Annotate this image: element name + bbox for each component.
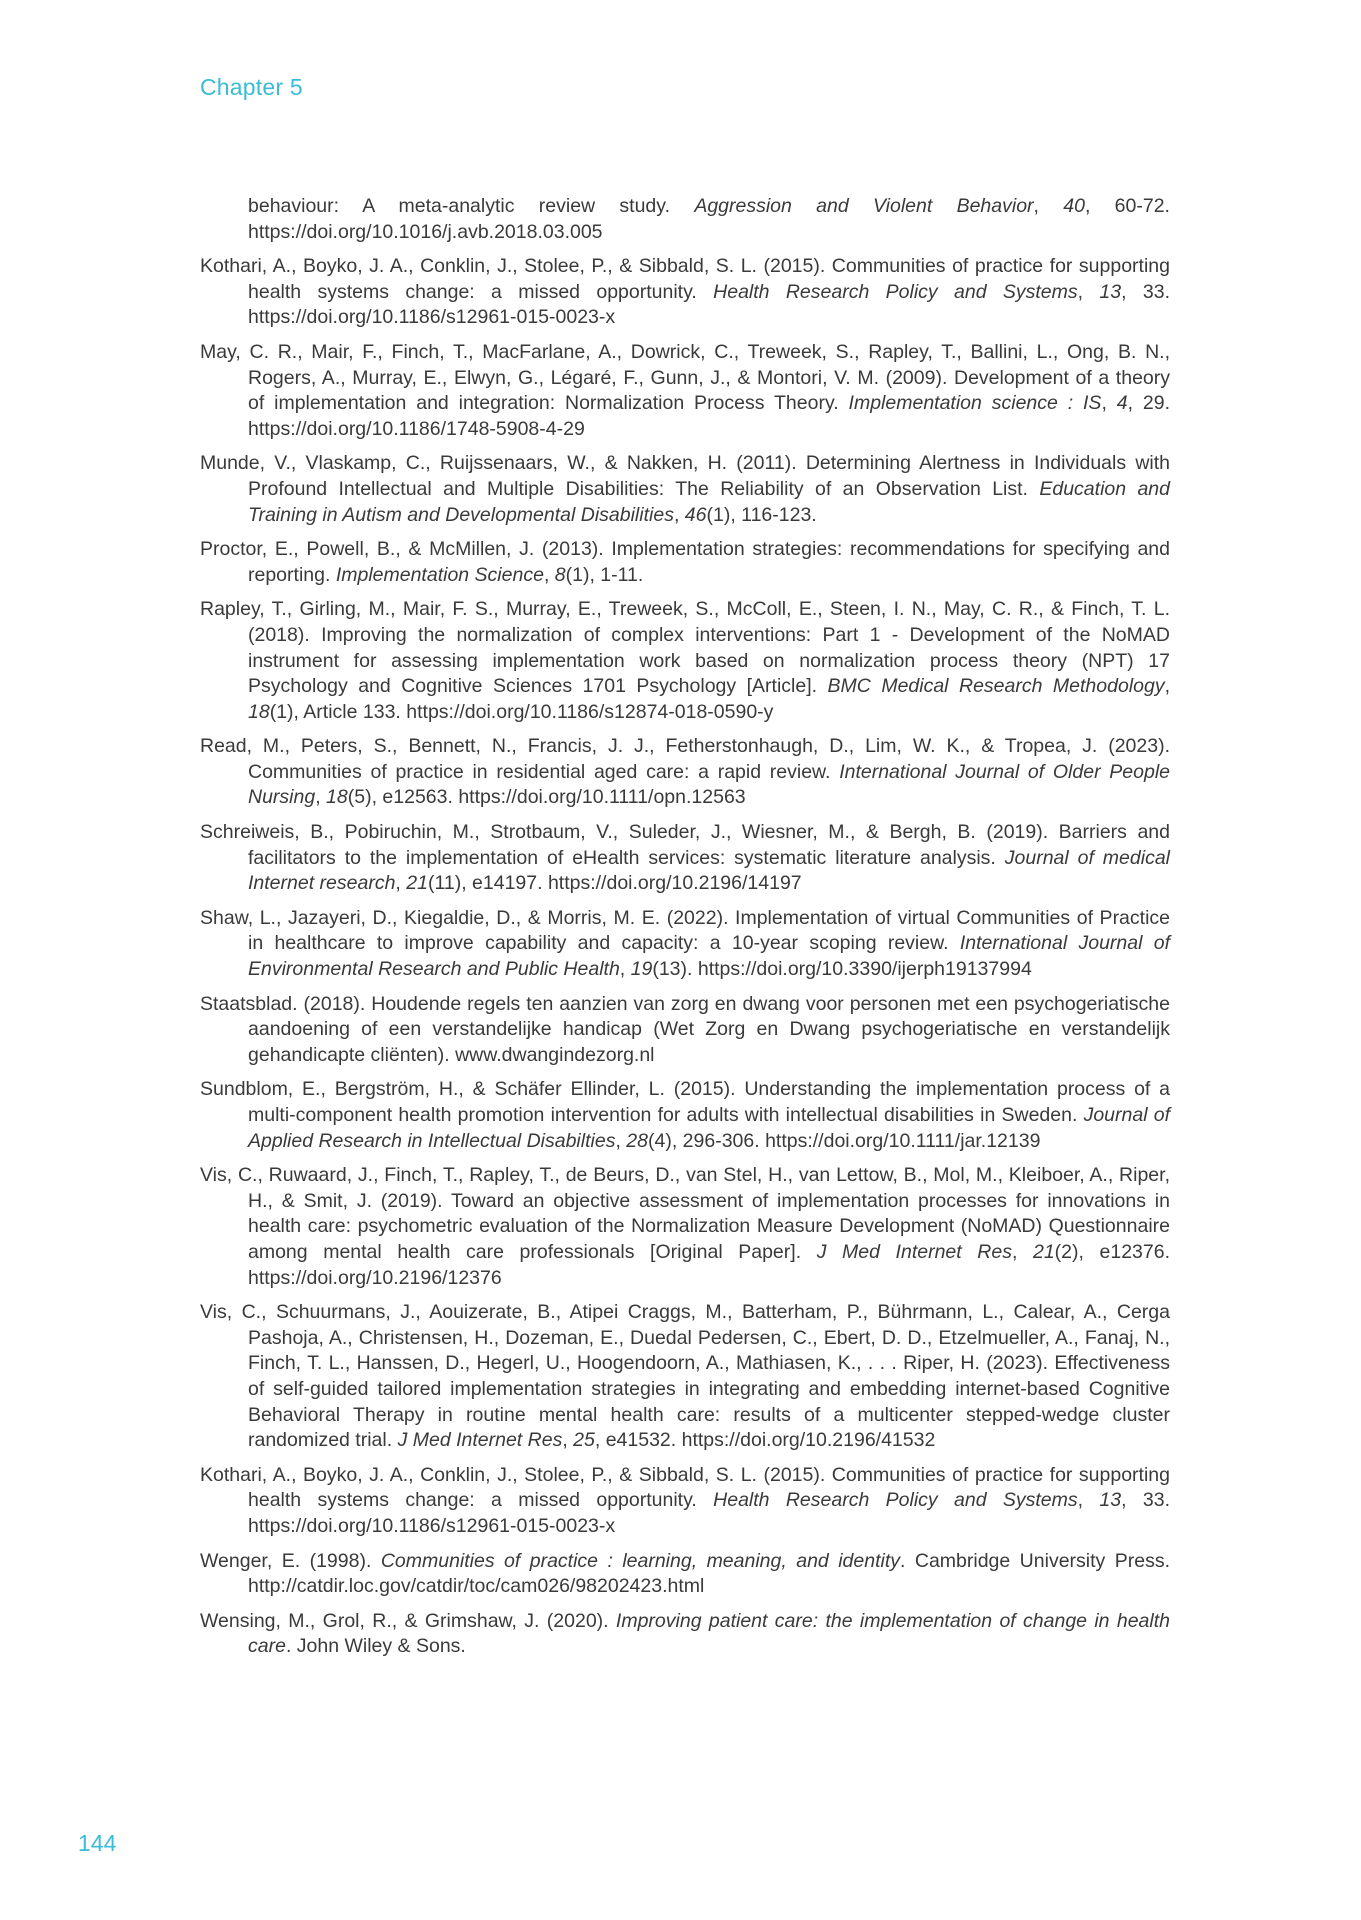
reference-text: , [395, 872, 407, 895]
reference-text: Kothari, A., Boyko, J. A., Conklin, J., Stolee, P., & Sibbald, S. L. (2015). Communities of practice for supporting health systems change: a missed opportunity. [200, 255, 1170, 303]
reference-text: Shaw, L., Jazayeri, D., Kiegaldie, D., & Morris, M. E. (2022). Implementation of virtual Communities of Practice in healthcare to improve capability and capacity: a 10-year scoping review. [200, 906, 1170, 955]
reference-text: (13). https://doi.org/10.3390/ijerph19137994 [652, 958, 1032, 981]
reference-text: , [1101, 392, 1117, 415]
reference-text: Vis, C., Ruwaard, J., Finch, T., Rapley, T., de Beurs, D., van Stel, H., van Lettow, B., Mol, M., Kleiboer, A., Riper, H., & Smit, J. (2019). Toward an objective assessment of implementation processes for innovations in health care: psychometric evaluation of the Normalization Measure Development (NoMAD) Questionnaire among mental health care professionals [Original Paper]. [200, 1164, 1170, 1263]
reference-italic-text: Implementation Science [335, 563, 544, 586]
reference-italic-text: Aggression and Violent Behavior [694, 195, 1034, 217]
reference-italic-text: Health Research Policy and Systems [713, 1489, 1078, 1512]
reference-italic-text: 19 [630, 958, 653, 981]
reference-text: , [673, 503, 685, 526]
reference-entry [200, 1463, 1170, 1540]
reference-entry [200, 734, 1170, 811]
reference-text: behaviour: A meta-analytic review study. [248, 195, 695, 217]
reference-text: , 33. https://doi.org/10.1186/s12961-015-0023-x [248, 280, 1170, 329]
reference-text: , [619, 958, 631, 981]
reference-entry [200, 906, 1170, 983]
page-number: 144 [78, 1830, 117, 1856]
reference-entry [200, 1163, 1170, 1291]
reference-text: , 33. https://doi.org/10.1186/s12961-015-0023-x [248, 1489, 1170, 1537]
reference-text: (1), 116-123. [706, 503, 817, 526]
reference-text: (4), 296-306. https://doi.org/10.1111/jar.12139 [648, 1129, 1041, 1152]
reference-entry [200, 451, 1170, 528]
reference-text: , [562, 1429, 574, 1452]
reference-italic-text: 18 [326, 786, 348, 809]
reference-text: (1), Article 133. https://doi.org/10.1186/s12874-018-0590-y [269, 700, 774, 723]
chapter-header: Chapter 5 [200, 74, 303, 100]
reference-text: May, C. R., Mair, F., Finch, T., MacFarlane, A., Dowrick, C., Treweek, S., Rapley, T., Ballini, L., Ong, B. N., Rogers, A., Murray, E., Elwyn, G., Légaré, F., Gunn, J., & Montori, V. M. (2009). Development of a theory of implementation and integration: Normalization Process Theory. [200, 340, 1170, 415]
reference-italic-text: 18 [248, 700, 270, 723]
reference-list [200, 194, 1170, 1669]
reference-text: Munde, V., Vlaskamp, C., Ruijssenaars, W., & Nakken, H. (2011). Determining Alertness in Individuals with Profound Intellectual and Multiple Disabilities: The Reliability of an Observation List. [200, 452, 1170, 500]
reference-italic-text: Journal of Applied Research in Intellectual Disabilties [248, 1104, 1170, 1152]
reference-italic-text: J Med Internet Res [397, 1429, 563, 1452]
reference-entry [200, 254, 1170, 331]
reference-text: (2), e12376. https://doi.org/10.2196/12376 [248, 1240, 1170, 1289]
reference-italic-text: International Journal of Environmental Research and Public Health [248, 932, 1170, 981]
reference-entry [200, 992, 1170, 1069]
reference-text: , e41532. https://doi.org/10.2196/41532 [594, 1429, 936, 1452]
reference-text: Schreiweis, B., Pobiruchin, M., Strotbaum, V., Suleder, J., Wiesner, M., & Bergh, B. (2019). Barriers and facilitators to the implementation of eHealth services: systematic literature analysis. [200, 821, 1170, 869]
reference-text: , [543, 563, 555, 586]
reference-text: Proctor, E., Powell, B., & McMillen, J. (2013). Implementation strategies: recommendations for specifying and reporting. [200, 538, 1170, 586]
reference-italic-text: 25 [573, 1429, 595, 1452]
reference-text: Wenger, E. (1998). [200, 1549, 381, 1572]
reference-italic-text: International Journal of Older People Nursing [248, 760, 1171, 809]
reference-text: Kothari, A., Boyko, J. A., Conklin, J., Stolee, P., & Sibbald, S. L. (2015). Communities of practice for supporting health systems change: a missed opportunity. [200, 1463, 1170, 1512]
reference-text: , [315, 786, 327, 809]
reference-entry [200, 1077, 1170, 1154]
reference-italic-text: 46 [684, 503, 707, 526]
reference-italic-text: 40 [1063, 195, 1085, 217]
reference-italic-text: Communities of practice : learning, meaning, and identity [380, 1549, 900, 1572]
reference-text: , [1077, 280, 1100, 303]
reference-text: Read, M., Peters, S., Bennett, N., Francis, J. J., Fetherstonhaugh, D., Lim, W. K., & Tropea, J. (2023). Communities of practice in residential aged care: a rapid review. [200, 735, 1170, 783]
reference-italic-text: Education and Training in Autism and Developmental Disabilities [248, 477, 1170, 526]
reference-text: (11), e14197. https://doi.org/10.2196/14197 [427, 872, 802, 895]
reference-italic-text: Improving patient care: the implementation of change in health care [248, 1609, 1170, 1658]
reference-text: , [615, 1129, 627, 1152]
reference-text: (1), 1-11. [565, 563, 644, 586]
reference-italic-text: Journal of medical Internet research [248, 846, 1171, 895]
reference-text: Wensing, M., Grol, R., & Grimshaw, J. (2020). [200, 1609, 616, 1632]
reference-text: , 60-72. https://doi.org/10.1016/j.avb.2018.03.005 [248, 195, 1170, 243]
reference-italic-text: 8 [554, 563, 566, 586]
reference-italic-text: 21 [1032, 1240, 1055, 1263]
reference-text: , [1077, 1489, 1100, 1512]
reference-text: . Cambridge University Press. http://catdir.loc.gov/catdir/toc/cam026/98202423.html [248, 1549, 1170, 1598]
reference-italic-text: 4 [1116, 392, 1128, 415]
reference-text: Staatsblad. (2018). Houdende regels ten aanzien van zorg en dwang voor personen met een psychogeriatische aandoening of een verstandelijke handicap (Wet Zorg en Dwang psychogeriatische en verstandelijk gehandicapte cliënten). www.dwangindezorg.nl [200, 992, 1170, 1066]
reference-text: Rapley, T., Girling, M., Mair, F. S., Murray, E., Treweek, S., McColl, E., Steen, I. N., May, C. R., & Finch, T. L. (2018). Improving the normalization of complex interventions: Part 1 - Development of the NoMAD instrument for assessing implementation work based on normalization process theory (NPT) 17 Psychology and Cognitive Sciences 1701 Psychology [Article]. [200, 598, 1170, 698]
reference-text: (5), e12563. https://doi.org/10.1111/opn.12563 [347, 786, 746, 809]
reference-italic-text: Health Research Policy and Systems [713, 280, 1078, 303]
reference-italic-text: 13 [1099, 280, 1122, 303]
reference-entry [200, 820, 1170, 897]
reference-entry [200, 340, 1170, 442]
reference-text: . John Wiley & Sons. [285, 1635, 466, 1658]
reference-italic-text: 21 [406, 872, 428, 895]
reference-entry [200, 1300, 1170, 1454]
reference-entry [200, 194, 1170, 245]
reference-text: , [1033, 195, 1064, 217]
reference-text: Vis, C., Schuurmans, J., Aouizerate, B., Atipei Craggs, M., Batterham, P., Bührmann, L., Calear, A., Cerga Pashoja, A., Christensen, H., Dozeman, E., Duedal Pedersen, C., Ebert, D. D., Etzelmueller, A., Fanaj, N., Finch, T. L., Hanssen, D., Hegerl, U., Hoogendoorn, A., Mathiasen, K., . . . Riper, H. (2023). Effectiveness of self-guided tailored implementation strategies in integrating and embedding internet-based Cognitive Behavioral Therapy in routine mental health care: results of a multicenter stepped-wedge cluster randomized trial. [200, 1301, 1170, 1452]
reference-text: , [1164, 675, 1170, 698]
reference-italic-text: 28 [626, 1129, 648, 1152]
reference-text: , [1011, 1240, 1033, 1263]
reference-text: Sundblom, E., Bergström, H., & Schäfer Ellinder, L. (2015). Understanding the implementation process of a multi-component health promotion intervention for adults with intellectual disabilities in Sweden. [200, 1078, 1170, 1126]
reference-italic-text: Implementation science : IS [848, 392, 1102, 415]
reference-italic-text: BMC Medical Research Methodology [827, 675, 1165, 698]
reference-italic-text: 13 [1099, 1489, 1122, 1512]
reference-entry [200, 597, 1170, 725]
reference-italic-text: J Med Internet Res [816, 1240, 1012, 1263]
reference-entry [200, 537, 1170, 588]
reference-entry [200, 1609, 1170, 1660]
reference-entry [200, 1549, 1170, 1600]
reference-text: , 29. https://doi.org/10.1186/1748-5908-4-29 [248, 392, 1170, 440]
